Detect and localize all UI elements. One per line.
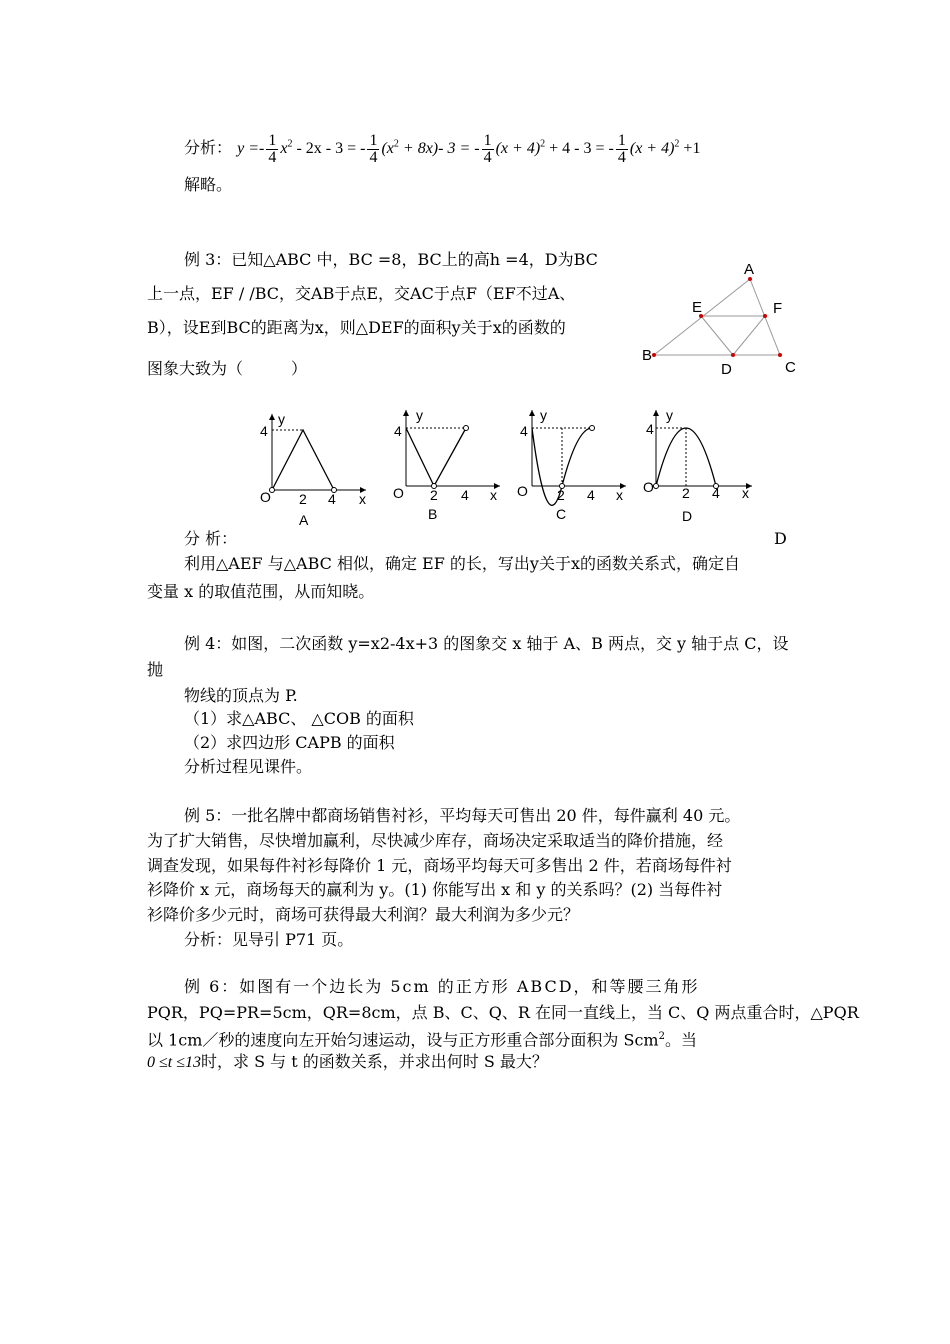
- svg-text:4: 4: [461, 487, 469, 503]
- svg-text:y: y: [416, 407, 423, 423]
- label-B: B: [642, 347, 653, 364]
- label-A: A: [744, 261, 755, 278]
- label-C: C: [785, 359, 796, 376]
- graph-option-d: [640, 406, 765, 526]
- svg-text:4: 4: [712, 485, 720, 501]
- example-3-line-1: 例 3：已知△ABC 中，BC =8，BC上的高h =4，D为BC: [184, 250, 598, 269]
- svg-text:O: O: [393, 485, 404, 501]
- svg-text:x: x: [359, 491, 366, 507]
- example-3-line-3: B），设E到BC的距离为x，则△DEF的面积y关于x的函数的: [147, 318, 566, 337]
- analysis-label: 分析：: [184, 138, 233, 158]
- example-5-line-5: 衫降价多少元时，商场可获得最大利润？最大利润为多少元？: [147, 905, 580, 924]
- example-5-line-6: 分析：见导引 P71 页。: [184, 930, 354, 949]
- example-5-line-1: 例 5：一批名牌中都商场销售衬衫，平均每天可售出 20 件，每件赢利 40 元。: [184, 806, 741, 825]
- triangle-figure: [630, 255, 815, 380]
- label-E: E: [692, 299, 703, 316]
- example-5-line-3: 调查发现，如果每件衬衫每降价 1 元，商场平均每天可多售出 2 件，若商场每件衬: [147, 856, 732, 875]
- svg-text:y: y: [666, 407, 673, 423]
- example-4-line-2: 抛: [147, 660, 164, 679]
- graph-option-c: [510, 406, 635, 526]
- example-6-line-2: PQR，PQ=PR=5cm，QR=8cm，点 B、C、Q、R 在同一直线上，当 C、Q 两点重合时，△PQR: [147, 1003, 859, 1022]
- caption-c: C: [556, 506, 567, 522]
- label-D: D: [721, 361, 732, 378]
- svg-text:4: 4: [260, 423, 268, 439]
- svg-text:2: 2: [682, 485, 690, 501]
- example-3-analysis-line-2: 变量 x 的取值范围，从而知晓。: [147, 582, 375, 601]
- svg-text:4: 4: [520, 423, 528, 439]
- example-4-line-6: 分析过程见课件。: [184, 757, 313, 776]
- example-3-answer: D: [774, 529, 787, 548]
- svg-text:O: O: [260, 489, 271, 505]
- svg-text:2: 2: [557, 487, 565, 503]
- example-5-line-4: 衫降价 x 元，商场每天的赢利为 y。(1) 你能写出 x 和 y 的关系吗？(2) 当每件衬: [147, 880, 723, 899]
- caption-d: D: [682, 508, 693, 524]
- svg-text:x: x: [742, 485, 749, 501]
- svg-text:4: 4: [587, 487, 595, 503]
- svg-text:4: 4: [328, 491, 336, 507]
- example-5-line-2: 为了扩大销售，尽快增加赢利，尽快减少库存，商场决定采取适当的降价措施，经: [147, 831, 724, 850]
- svg-text:O: O: [517, 483, 528, 499]
- graph-option-b: [382, 406, 507, 526]
- svg-text:x: x: [616, 487, 623, 503]
- svg-text:O: O: [643, 479, 654, 495]
- graph-option-a: [248, 408, 373, 528]
- example-3-analysis-label: 分 析：: [184, 529, 238, 548]
- formula-expression: y =- $\frac{1}{4}$ $x^2 - 2x - 3$ = - $\frac{1}{4}$ $(x^2 + 8x)-$ 3 = - $\frac{1}{4}$ $(x + 4)^2 + 4 - 3$ = - $\frac{1}{4}$ $(x + 4)^2 +1$: [237, 132, 701, 166]
- svg-text:2: 2: [299, 491, 307, 507]
- label-F: F: [773, 300, 783, 317]
- example-3-line-2: 上一点，EF / /BC，交AB于点E，交AC于点F（EF不过A、: [147, 284, 576, 303]
- svg-text:4: 4: [394, 423, 402, 439]
- svg-text:4: 4: [646, 421, 654, 437]
- svg-text:x: x: [490, 487, 497, 503]
- example-6-line-3: 以 1cm／秒的速度向左开始匀速运动，设与正方形重合部分面积为 Scm$^2$。当: [147, 1030, 697, 1050]
- example-3-analysis-line-1: 利用△AEF 与△ABC 相似，确定 EF 的长，写出y关于x的函数关系式，确定自: [184, 554, 740, 573]
- example-6-line-1: 例 6：如图有一个边长为 5cm 的正方形 ABCD，和等腰三角形: [184, 977, 700, 996]
- example-4-line-1: 例 4：如图，二次函数 y=x2-4x+3 的图象交 x 轴于 A、B 两点，交 y 轴于点 C，设: [184, 634, 789, 653]
- example-3-line-4: 图象大致为（ ）: [147, 359, 308, 378]
- analysis-1-line: [184, 133, 700, 166]
- example-4-line-5: （2）求四边形 CAPB 的面积: [184, 733, 395, 752]
- caption-b: B: [428, 506, 438, 522]
- solution-omitted: 解略。: [184, 175, 233, 194]
- example-6-line-4: 0 ≤t ≤13时，求 S 与 t 的函数关系，并求出何时 S 最大？: [147, 1052, 548, 1071]
- svg-text:y: y: [278, 411, 285, 427]
- example-4-line-3: 物线的顶点为 P.: [184, 686, 298, 705]
- example-4-line-4: （1）求△ABC、 △COB 的面积: [184, 709, 414, 728]
- caption-a: A: [299, 512, 309, 528]
- inequality: 0 ≤t ≤13: [147, 1054, 202, 1071]
- svg-text:y: y: [540, 407, 547, 423]
- svg-text:2: 2: [430, 487, 438, 503]
